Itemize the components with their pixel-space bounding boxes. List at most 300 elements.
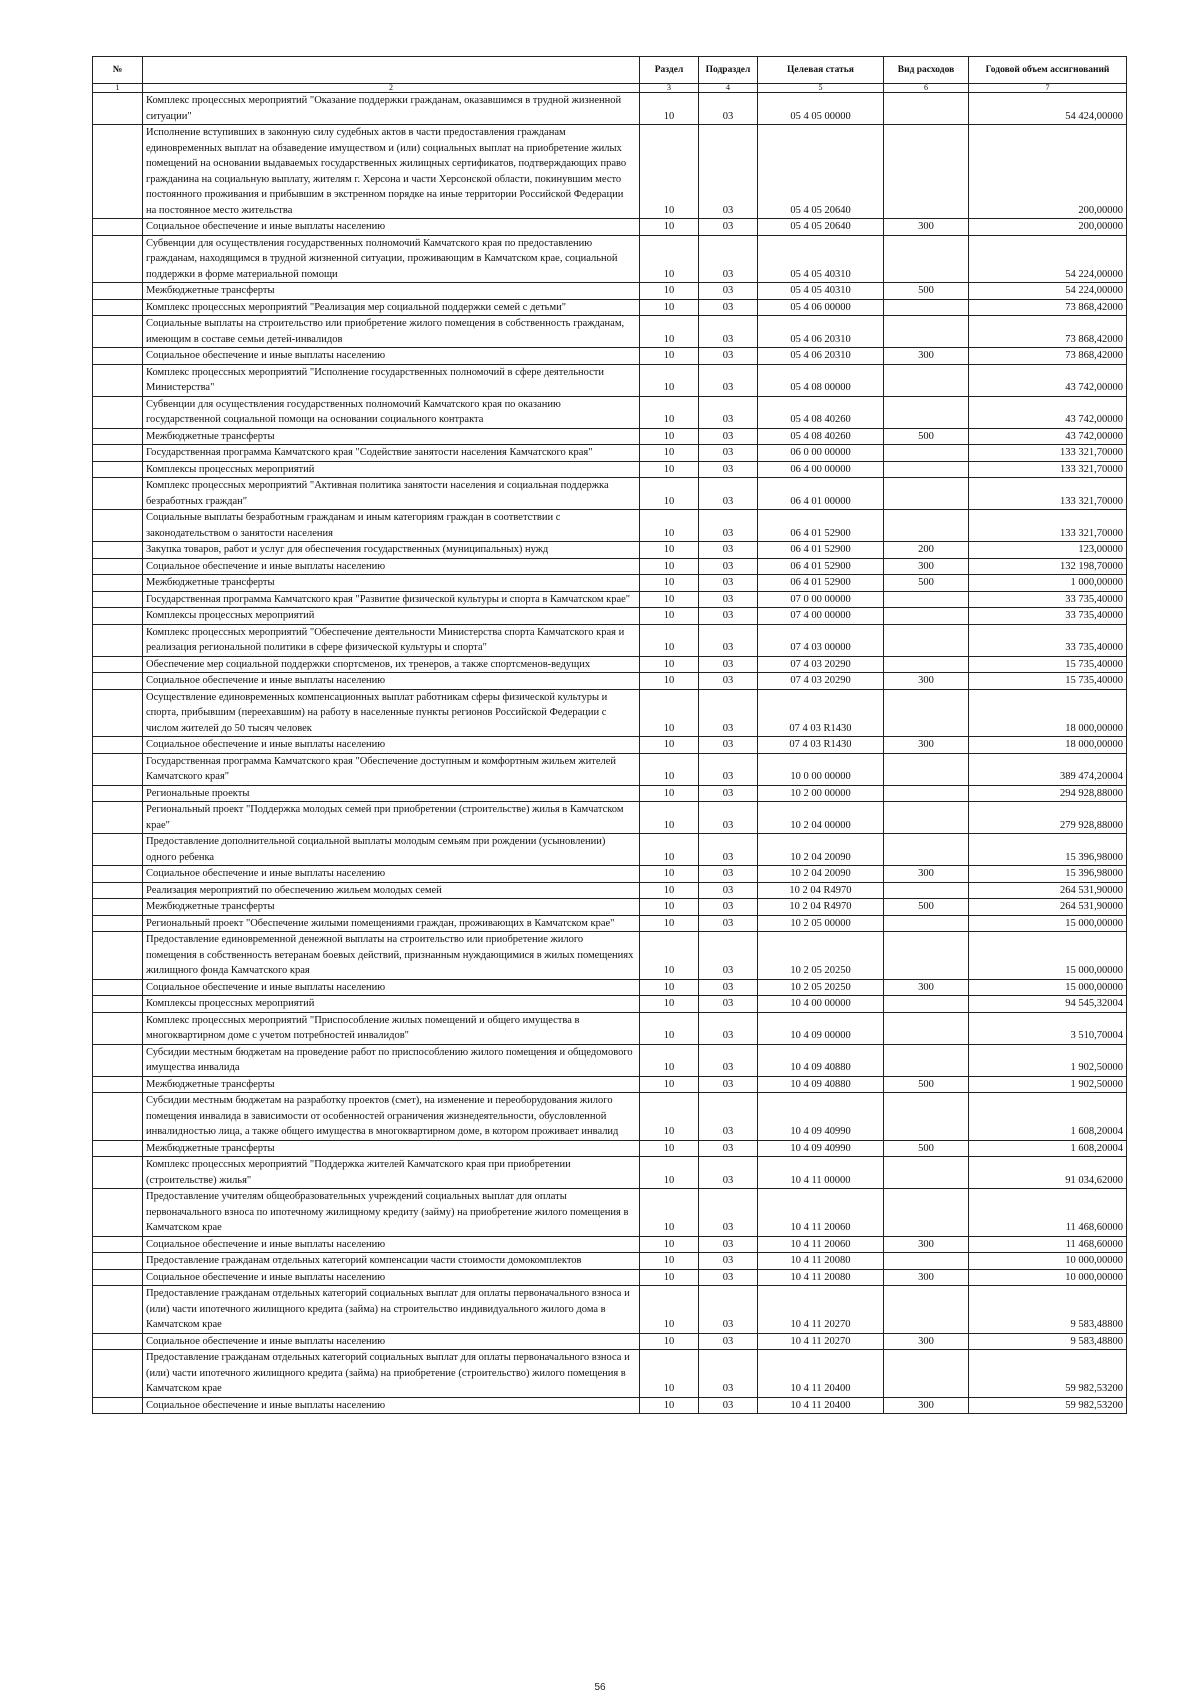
- table-row: [93, 834, 1127, 866]
- cell-name: Субвенции для осуществления государственных полномочий Камчатского края по предоставлению гражданам, находящимся в трудной жизненной ситуации, проживающим в Камчатском крае, социальной поддержки в форме материальной помощи: [143, 235, 640, 283]
- cell-celevaya-statya: 10 2 04 00000: [758, 802, 884, 834]
- cell-no: [93, 932, 143, 980]
- cell-razdel: 10: [640, 996, 699, 1013]
- cell-amount: 33 735,40000: [969, 591, 1127, 608]
- cell-vid-raskhodov: [884, 932, 969, 980]
- cell-celevaya-statya: 05 4 08 40260: [758, 428, 884, 445]
- cell-name: Межбюджетные трансферты: [143, 899, 640, 916]
- cell-amount: 279 928,88000: [969, 802, 1127, 834]
- table-row: [93, 93, 1127, 125]
- cell-razdel: 10: [640, 1253, 699, 1270]
- cell-razdel: 10: [640, 1286, 699, 1334]
- cell-razdel: 10: [640, 283, 699, 300]
- cell-vid-raskhodov: [884, 1286, 969, 1334]
- cell-name: Социальное обеспечение и иные выплаты населению: [143, 979, 640, 996]
- table-row: [93, 428, 1127, 445]
- cell-vid-raskhodov: [884, 591, 969, 608]
- cell-no: [93, 1269, 143, 1286]
- cell-amount: 9 583,48800: [969, 1333, 1127, 1350]
- cell-razdel: 10: [640, 478, 699, 510]
- cell-no: [93, 1333, 143, 1350]
- cell-podrazdel: 03: [699, 125, 758, 219]
- cell-razdel: 10: [640, 608, 699, 625]
- cell-amount: 11 468,60000: [969, 1189, 1127, 1237]
- cell-no: [93, 591, 143, 608]
- header-celevaya-statya: Целевая статья: [758, 57, 884, 84]
- cell-vid-raskhodov: [884, 656, 969, 673]
- table-row: [93, 396, 1127, 428]
- column-number-row: [93, 84, 1127, 93]
- cell-celevaya-statya: 10 4 11 20060: [758, 1189, 884, 1237]
- cell-celevaya-statya: 10 4 11 20080: [758, 1253, 884, 1270]
- cell-vid-raskhodov: [884, 510, 969, 542]
- cell-podrazdel: 03: [699, 1044, 758, 1076]
- table-row: [93, 1253, 1127, 1270]
- table-row: [93, 1093, 1127, 1141]
- table-row: [93, 1350, 1127, 1398]
- cell-vid-raskhodov: [884, 1189, 969, 1237]
- cell-amount: 133 321,70000: [969, 478, 1127, 510]
- cell-celevaya-statya: 10 4 11 20080: [758, 1269, 884, 1286]
- cell-celevaya-statya: 07 4 03 00000: [758, 624, 884, 656]
- table-row: [93, 364, 1127, 396]
- cell-podrazdel: 03: [699, 834, 758, 866]
- cell-amount: 54 224,00000: [969, 283, 1127, 300]
- cell-amount: 18 000,00000: [969, 737, 1127, 754]
- cell-razdel: 10: [640, 737, 699, 754]
- cell-podrazdel: 03: [699, 608, 758, 625]
- cell-vid-raskhodov: [884, 915, 969, 932]
- table-row: [93, 219, 1127, 236]
- cell-vid-raskhodov: 300: [884, 1397, 969, 1414]
- cell-razdel: 10: [640, 235, 699, 283]
- cell-celevaya-statya: 05 4 06 00000: [758, 299, 884, 316]
- cell-vid-raskhodov: 200: [884, 542, 969, 559]
- cell-no: [93, 1350, 143, 1398]
- cell-amount: 59 982,53200: [969, 1397, 1127, 1414]
- cell-no: [93, 1189, 143, 1237]
- cell-no: [93, 996, 143, 1013]
- cell-no: [93, 1044, 143, 1076]
- cell-razdel: 10: [640, 1397, 699, 1414]
- cell-podrazdel: 03: [699, 1076, 758, 1093]
- cell-razdel: 10: [640, 396, 699, 428]
- cell-celevaya-statya: 06 4 01 52900: [758, 542, 884, 559]
- cell-name: Социальное обеспечение и иные выплаты населению: [143, 219, 640, 236]
- cell-name: Социальное обеспечение и иные выплаты населению: [143, 558, 640, 575]
- cell-vid-raskhodov: [884, 478, 969, 510]
- cell-no: [93, 1012, 143, 1044]
- table-row: [93, 461, 1127, 478]
- cell-amount: 15 735,40000: [969, 673, 1127, 690]
- cell-razdel: 10: [640, 445, 699, 462]
- cell-vid-raskhodov: [884, 882, 969, 899]
- cell-razdel: 10: [640, 673, 699, 690]
- cell-name: Комплексы процессных мероприятий: [143, 996, 640, 1013]
- cell-name: Исполнение вступивших в законную силу судебных актов в части предоставления гражданам единовременных выплат на обзаведение имуществом и (или) социальных выплат на приобретение жилых помещений на основании выдаваемых государственных жилищных сертификатов, подтверждающих право гражданина на социальную выплату, жителям г. Херсона и части Херсонской области, покинувшим место постоянного проживания и прибывшим в экстренном порядке на иные территории Российской Федерации на постоянное место жительства: [143, 125, 640, 219]
- cell-name: Межбюджетные трансферты: [143, 1140, 640, 1157]
- cell-amount: 133 321,70000: [969, 510, 1127, 542]
- cell-vid-raskhodov: 300: [884, 348, 969, 365]
- cell-amount: 43 742,00000: [969, 396, 1127, 428]
- cell-amount: 18 000,00000: [969, 689, 1127, 737]
- cell-no: [93, 1140, 143, 1157]
- cell-vid-raskhodov: [884, 802, 969, 834]
- cell-podrazdel: 03: [699, 461, 758, 478]
- table-row: [93, 979, 1127, 996]
- cell-vid-raskhodov: [884, 316, 969, 348]
- cell-amount: 132 198,70000: [969, 558, 1127, 575]
- cell-amount: 15 735,40000: [969, 656, 1127, 673]
- table-row: [93, 753, 1127, 785]
- column-number: 2: [143, 84, 640, 93]
- cell-amount: 15 000,00000: [969, 979, 1127, 996]
- cell-razdel: 10: [640, 1236, 699, 1253]
- budget-table: [92, 56, 1127, 1414]
- cell-celevaya-statya: 05 4 06 20310: [758, 348, 884, 365]
- table-row: [93, 591, 1127, 608]
- cell-podrazdel: 03: [699, 1140, 758, 1157]
- cell-podrazdel: 03: [699, 283, 758, 300]
- cell-name: Региональный проект "Поддержка молодых семей при приобретении (строительстве) жилья в Камчатском крае": [143, 802, 640, 834]
- cell-amount: 133 321,70000: [969, 461, 1127, 478]
- cell-celevaya-statya: 10 2 05 00000: [758, 915, 884, 932]
- cell-podrazdel: 03: [699, 542, 758, 559]
- cell-no: [93, 785, 143, 802]
- cell-name: Предоставление гражданам отдельных категорий компенсации части стоимости домокомплектов: [143, 1253, 640, 1270]
- cell-razdel: 10: [640, 753, 699, 785]
- cell-amount: 1 902,50000: [969, 1076, 1127, 1093]
- cell-name: Социальное обеспечение и иные выплаты населению: [143, 1236, 640, 1253]
- cell-name: Государственная программа Камчатского края "Обеспечение доступным и комфортным жильем жителей Камчатского края": [143, 753, 640, 785]
- cell-podrazdel: 03: [699, 996, 758, 1013]
- cell-razdel: 10: [640, 624, 699, 656]
- column-number: 4: [699, 84, 758, 93]
- cell-podrazdel: 03: [699, 1093, 758, 1141]
- cell-name: Комплексы процессных мероприятий: [143, 461, 640, 478]
- cell-vid-raskhodov: 300: [884, 1236, 969, 1253]
- cell-celevaya-statya: 07 4 03 20290: [758, 673, 884, 690]
- cell-razdel: 10: [640, 510, 699, 542]
- cell-no: [93, 689, 143, 737]
- cell-no: [93, 283, 143, 300]
- cell-vid-raskhodov: 300: [884, 737, 969, 754]
- cell-amount: 1 902,50000: [969, 1044, 1127, 1076]
- table-row: [93, 866, 1127, 883]
- header-vid-raskhodov: Вид расходов: [884, 57, 969, 84]
- cell-celevaya-statya: 05 4 06 20310: [758, 316, 884, 348]
- cell-celevaya-statya: 10 2 04 R4970: [758, 882, 884, 899]
- cell-no: [93, 478, 143, 510]
- cell-razdel: 10: [640, 219, 699, 236]
- cell-amount: 73 868,42000: [969, 316, 1127, 348]
- table-row: [93, 348, 1127, 365]
- cell-razdel: 10: [640, 348, 699, 365]
- cell-vid-raskhodov: [884, 235, 969, 283]
- cell-no: [93, 558, 143, 575]
- cell-name: Обеспечение мер социальной поддержки спортсменов, их тренеров, а также спортсменов-ведущих: [143, 656, 640, 673]
- cell-amount: 9 583,48800: [969, 1286, 1127, 1334]
- cell-razdel: 10: [640, 1189, 699, 1237]
- header-name: [143, 57, 640, 84]
- cell-vid-raskhodov: [884, 1157, 969, 1189]
- cell-amount: 94 545,32004: [969, 996, 1127, 1013]
- header-razdel: Раздел: [640, 57, 699, 84]
- cell-podrazdel: 03: [699, 1012, 758, 1044]
- cell-amount: 200,00000: [969, 125, 1127, 219]
- cell-vid-raskhodov: 300: [884, 558, 969, 575]
- cell-celevaya-statya: 05 4 05 20640: [758, 125, 884, 219]
- cell-no: [93, 316, 143, 348]
- cell-podrazdel: 03: [699, 1333, 758, 1350]
- table-row: [93, 235, 1127, 283]
- cell-name: Комплекс процессных мероприятий "Обеспечение деятельности Министерства спорта Камчатского края и реализация региональной политики в сфере физической культуры и спорта": [143, 624, 640, 656]
- cell-no: [93, 575, 143, 592]
- cell-name: Социальное обеспечение и иные выплаты населению: [143, 1269, 640, 1286]
- cell-amount: 15 396,98000: [969, 866, 1127, 883]
- cell-vid-raskhodov: [884, 445, 969, 462]
- cell-vid-raskhodov: 300: [884, 866, 969, 883]
- cell-razdel: 10: [640, 461, 699, 478]
- cell-podrazdel: 03: [699, 979, 758, 996]
- table-row: [93, 558, 1127, 575]
- cell-vid-raskhodov: [884, 1253, 969, 1270]
- cell-podrazdel: 03: [699, 624, 758, 656]
- cell-no: [93, 299, 143, 316]
- cell-podrazdel: 03: [699, 364, 758, 396]
- cell-razdel: 10: [640, 93, 699, 125]
- cell-no: [93, 866, 143, 883]
- table-row: [93, 802, 1127, 834]
- cell-no: [93, 834, 143, 866]
- cell-amount: 43 742,00000: [969, 364, 1127, 396]
- table-row: [93, 1012, 1127, 1044]
- cell-name: Субвенции для осуществления государственных полномочий Камчатского края по оказанию государственной социальной помощи на основании социального контракта: [143, 396, 640, 428]
- cell-name: Предоставление гражданам отдельных категорий социальных выплат для оплаты первоначального взноса и (или) части ипотечного жилищного кредита (займа) на приобретение (строительство) жилого помещения в Камчатском крае: [143, 1350, 640, 1398]
- cell-no: [93, 673, 143, 690]
- header-godovoy-obem: Годовой объем ассигнований: [969, 57, 1127, 84]
- cell-amount: 54 224,00000: [969, 235, 1127, 283]
- cell-razdel: 10: [640, 125, 699, 219]
- table-row: [93, 1189, 1127, 1237]
- table-row: [93, 1269, 1127, 1286]
- column-number: 6: [884, 84, 969, 93]
- cell-vid-raskhodov: [884, 93, 969, 125]
- cell-no: [93, 608, 143, 625]
- cell-name: Предоставление дополнительной социальной выплаты молодым семьям при рождении (усыновлении) одного ребенка: [143, 834, 640, 866]
- cell-podrazdel: 03: [699, 219, 758, 236]
- cell-celevaya-statya: 10 4 11 20270: [758, 1286, 884, 1334]
- cell-name: Межбюджетные трансферты: [143, 283, 640, 300]
- cell-podrazdel: 03: [699, 932, 758, 980]
- cell-no: [93, 624, 143, 656]
- cell-name: Комплекс процессных мероприятий "Реализация мер социальной поддержки семей с детьми": [143, 299, 640, 316]
- cell-vid-raskhodov: [884, 1012, 969, 1044]
- table-row: [93, 542, 1127, 559]
- cell-razdel: 10: [640, 364, 699, 396]
- cell-amount: 1 608,20004: [969, 1140, 1127, 1157]
- cell-amount: 73 868,42000: [969, 299, 1127, 316]
- cell-podrazdel: 03: [699, 93, 758, 125]
- cell-celevaya-statya: 10 2 05 20250: [758, 932, 884, 980]
- cell-razdel: 10: [640, 656, 699, 673]
- cell-no: [93, 235, 143, 283]
- cell-vid-raskhodov: 300: [884, 1333, 969, 1350]
- cell-podrazdel: 03: [699, 915, 758, 932]
- table-row: [93, 1140, 1127, 1157]
- cell-name: Комплексы процессных мероприятий: [143, 608, 640, 625]
- cell-name: Государственная программа Камчатского края "Развитие физической культуры и спорта в Камчатском крае": [143, 591, 640, 608]
- table-row: [93, 915, 1127, 932]
- cell-celevaya-statya: 10 2 00 00000: [758, 785, 884, 802]
- cell-celevaya-statya: 10 0 00 00000: [758, 753, 884, 785]
- cell-podrazdel: 03: [699, 445, 758, 462]
- cell-amount: 91 034,62000: [969, 1157, 1127, 1189]
- cell-name: Региональный проект "Обеспечение жилыми помещениями граждан, проживающих в Камчатском крае": [143, 915, 640, 932]
- cell-celevaya-statya: 10 4 09 40990: [758, 1093, 884, 1141]
- cell-no: [93, 445, 143, 462]
- cell-vid-raskhodov: 300: [884, 1269, 969, 1286]
- cell-podrazdel: 03: [699, 785, 758, 802]
- cell-razdel: 10: [640, 866, 699, 883]
- cell-vid-raskhodov: 500: [884, 283, 969, 300]
- cell-razdel: 10: [640, 1333, 699, 1350]
- table-body: [93, 93, 1127, 1414]
- cell-razdel: 10: [640, 899, 699, 916]
- cell-razdel: 10: [640, 1012, 699, 1044]
- cell-amount: 3 510,70004: [969, 1012, 1127, 1044]
- cell-celevaya-statya: 10 2 04 20090: [758, 866, 884, 883]
- cell-name: Социальное обеспечение и иные выплаты населению: [143, 348, 640, 365]
- cell-razdel: 10: [640, 979, 699, 996]
- cell-celevaya-statya: 05 4 05 20640: [758, 219, 884, 236]
- cell-no: [93, 753, 143, 785]
- table-row: [93, 316, 1127, 348]
- cell-no: [93, 1253, 143, 1270]
- cell-no: [93, 364, 143, 396]
- cell-vid-raskhodov: [884, 996, 969, 1013]
- cell-podrazdel: 03: [699, 802, 758, 834]
- cell-no: [93, 979, 143, 996]
- page-number: 56: [594, 1682, 606, 1693]
- cell-name: Межбюджетные трансферты: [143, 1076, 640, 1093]
- cell-name: Комплекс процессных мероприятий "Приспособление жилых помещений и общего имущества в многоквартирном доме с учетом потребностей инвалидов": [143, 1012, 640, 1044]
- table-row: [93, 882, 1127, 899]
- cell-podrazdel: 03: [699, 737, 758, 754]
- cell-podrazdel: 03: [699, 478, 758, 510]
- cell-celevaya-statya: 05 4 08 40260: [758, 396, 884, 428]
- cell-celevaya-statya: 05 4 05 00000: [758, 93, 884, 125]
- cell-celevaya-statya: 06 4 01 52900: [758, 575, 884, 592]
- cell-name: Социальное обеспечение и иные выплаты населению: [143, 1397, 640, 1414]
- table-row: [93, 996, 1127, 1013]
- cell-podrazdel: 03: [699, 1397, 758, 1414]
- cell-name: Социальные выплаты безработным гражданам и иным категориям граждан в соответствии с законодательством о занятости населения: [143, 510, 640, 542]
- cell-name: Межбюджетные трансферты: [143, 575, 640, 592]
- cell-podrazdel: 03: [699, 882, 758, 899]
- cell-podrazdel: 03: [699, 1189, 758, 1237]
- cell-celevaya-statya: 07 4 03 R1430: [758, 689, 884, 737]
- table-row: [93, 478, 1127, 510]
- cell-amount: 1 000,00000: [969, 575, 1127, 592]
- cell-name: Социальное обеспечение и иные выплаты населению: [143, 673, 640, 690]
- cell-amount: 294 928,88000: [969, 785, 1127, 802]
- cell-no: [93, 1236, 143, 1253]
- cell-celevaya-statya: 10 4 11 20270: [758, 1333, 884, 1350]
- cell-razdel: 10: [640, 1140, 699, 1157]
- cell-amount: 10 000,00000: [969, 1269, 1127, 1286]
- cell-name: Закупка товаров, работ и услуг для обеспечения государственных (муниципальных) нужд: [143, 542, 640, 559]
- cell-razdel: 10: [640, 1044, 699, 1076]
- cell-celevaya-statya: 05 4 05 40310: [758, 235, 884, 283]
- cell-podrazdel: 03: [699, 575, 758, 592]
- header-podrazdel: Подраздел: [699, 57, 758, 84]
- table-row: [93, 1076, 1127, 1093]
- cell-no: [93, 802, 143, 834]
- cell-razdel: 10: [640, 1093, 699, 1141]
- cell-podrazdel: 03: [699, 753, 758, 785]
- cell-no: [93, 428, 143, 445]
- cell-amount: 73 868,42000: [969, 348, 1127, 365]
- cell-podrazdel: 03: [699, 656, 758, 673]
- cell-name: Государственная программа Камчатского края "Содействие занятости населения Камчатского края": [143, 445, 640, 462]
- cell-celevaya-statya: 07 4 03 20290: [758, 656, 884, 673]
- cell-celevaya-statya: 05 4 05 40310: [758, 283, 884, 300]
- cell-vid-raskhodov: [884, 1093, 969, 1141]
- cell-vid-raskhodov: [884, 299, 969, 316]
- table-header: [93, 57, 1127, 93]
- column-number: 3: [640, 84, 699, 93]
- cell-podrazdel: 03: [699, 316, 758, 348]
- cell-celevaya-statya: 10 4 09 40880: [758, 1044, 884, 1076]
- cell-podrazdel: 03: [699, 1350, 758, 1398]
- cell-name: Социальное обеспечение и иные выплаты населению: [143, 737, 640, 754]
- cell-razdel: 10: [640, 689, 699, 737]
- table-row: [93, 899, 1127, 916]
- cell-no: [93, 915, 143, 932]
- column-number: 7: [969, 84, 1127, 93]
- cell-razdel: 10: [640, 542, 699, 559]
- cell-celevaya-statya: 10 4 11 20400: [758, 1397, 884, 1414]
- cell-vid-raskhodov: [884, 1350, 969, 1398]
- cell-no: [93, 882, 143, 899]
- cell-name: Осуществление единовременных компенсационных выплат работникам сферы физической культуры и спорта, прибывшим (переехавшим) на работу в населенные пункты регионов Российской Федерации с числом жителей до 50 тысяч человек: [143, 689, 640, 737]
- cell-celevaya-statya: 10 4 00 00000: [758, 996, 884, 1013]
- cell-amount: 15 000,00000: [969, 932, 1127, 980]
- cell-celevaya-statya: 06 4 01 52900: [758, 510, 884, 542]
- cell-amount: 264 531,90000: [969, 882, 1127, 899]
- cell-vid-raskhodov: 500: [884, 1140, 969, 1157]
- cell-podrazdel: 03: [699, 673, 758, 690]
- cell-vid-raskhodov: [884, 125, 969, 219]
- cell-amount: 33 735,40000: [969, 608, 1127, 625]
- cell-name: Социальное обеспечение и иные выплаты населению: [143, 1333, 640, 1350]
- cell-razdel: 10: [640, 915, 699, 932]
- table-row: [93, 1157, 1127, 1189]
- cell-celevaya-statya: 10 4 11 20060: [758, 1236, 884, 1253]
- cell-razdel: 10: [640, 802, 699, 834]
- cell-name: Комплекс процессных мероприятий "Исполнение государственных полномочий в сфере деятельности Министерства": [143, 364, 640, 396]
- cell-amount: 133 321,70000: [969, 445, 1127, 462]
- cell-podrazdel: 03: [699, 689, 758, 737]
- cell-razdel: 10: [640, 1269, 699, 1286]
- table-row: [93, 125, 1127, 219]
- cell-podrazdel: 03: [699, 396, 758, 428]
- table-row: [93, 510, 1127, 542]
- cell-vid-raskhodov: 300: [884, 219, 969, 236]
- cell-name: Комплекс процессных мероприятий "Активная политика занятости населения и социальная поддержка безработных граждан": [143, 478, 640, 510]
- cell-celevaya-statya: 07 4 00 00000: [758, 608, 884, 625]
